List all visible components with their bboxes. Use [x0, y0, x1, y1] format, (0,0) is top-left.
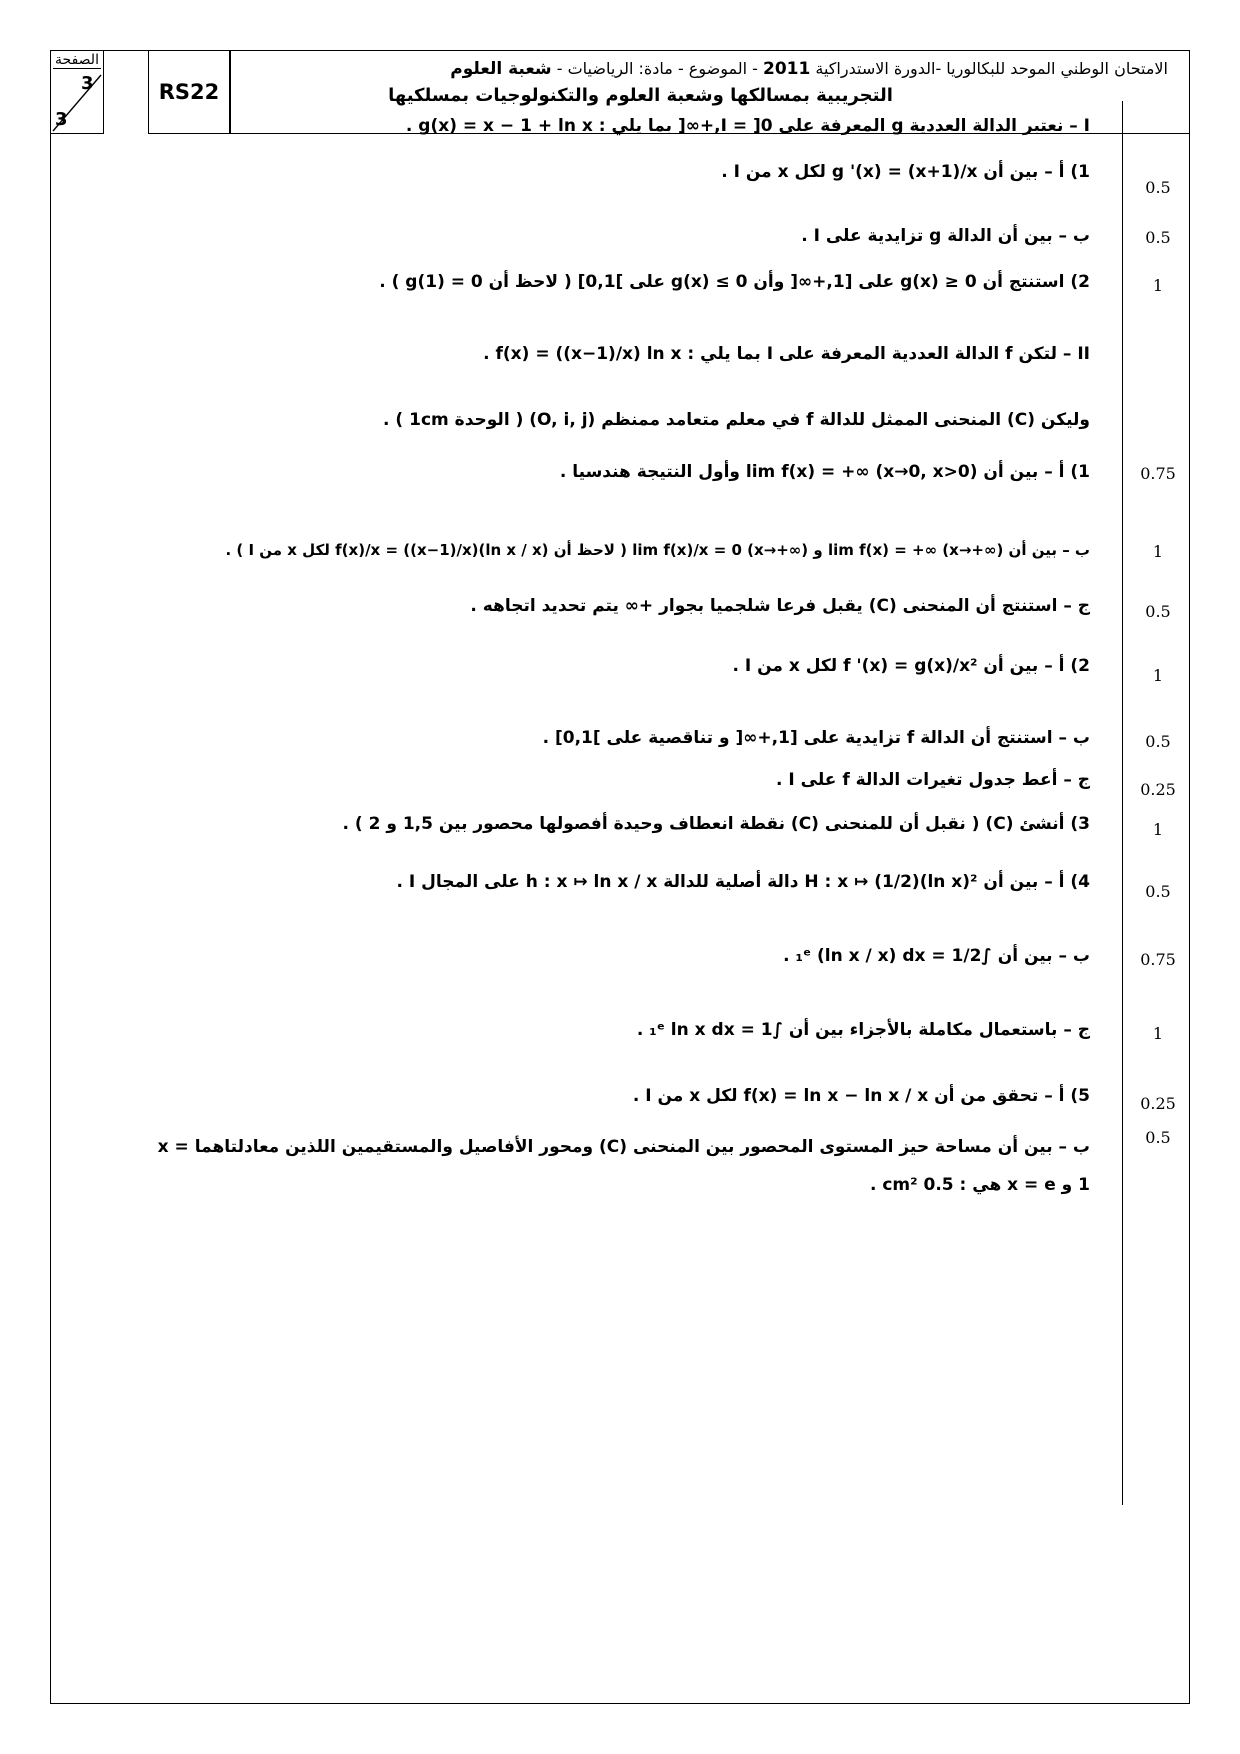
question-II-1a: [560, 462, 1090, 482]
question-text: II – لتكن f الدالة العددية المعرفة على I بما يلي : f(x) = ((x−1)/x) ln x .: [483, 344, 1090, 364]
title-year: 2011: [762, 59, 811, 79]
question-I-2: [379, 272, 1090, 292]
question-II-intro2: [383, 410, 1090, 430]
question-text: وليكن (C) المنحنى الممثل للدالة f في معلم متعامد ممنظم (O, i, j) ( الوحدة 1cm ) .: [383, 410, 1090, 430]
question-text: ج – باستعمال مكاملة بالأجزاء بين أن ∫₁ᵉ ln x dx = 1 .: [636, 1020, 1090, 1040]
page-current: 3: [81, 73, 94, 94]
points-II-5b: 0.5: [1145, 1128, 1171, 1147]
exam-code: RS22: [148, 50, 230, 134]
question-text: ب – بين أن lim f(x) = +∞ (x→+∞) و lim f(x)/x = 0 (x→+∞) ( لاحظ أن f(x)/x = ((x−1)/x)(ln x / x) لكل x من I ) .: [225, 541, 1090, 559]
question-text: ب – استنتج أن الدالة f تزايدية على [1,+∞[ و تناقصية على ]0,1] .: [542, 728, 1090, 748]
points-II-2b: 0.5: [1145, 732, 1171, 751]
question-text: 3) أنشئ (C) ( نقبل أن للمنحنى (C) نقطة انعطاف وحيدة أفصولها محصور بين 1,5 و 2 ) .: [342, 814, 1090, 834]
points-II-3: 1: [1152, 820, 1164, 839]
question-II-4b: [783, 946, 1090, 966]
question-text: 2) استنتج أن g(x) ≥ 0 على [1,+∞[ وأن g(x) ≤ 0 على ]0,1] ( لاحظ أن g(1) = 0 ) .: [379, 272, 1090, 292]
question-text: 2) أ – بين أن f '(x) = g(x)/x² لكل x من I .: [732, 656, 1090, 676]
question-text: 1) أ – بين أن g '(x) = (x+1)/x لكل x من I .: [721, 162, 1090, 182]
title-line-2: التجريبية بمسالكها وشعبة العلوم والتكنولوجيات بمسلكيها: [388, 85, 893, 106]
question-text: ب – بين أن ∫₁ᵉ (ln x / x) dx = 1/2 .: [783, 946, 1090, 966]
question-II-3: [342, 814, 1090, 834]
question-I-1b: [801, 226, 1090, 246]
question-II-intro: [483, 344, 1090, 364]
question-text: I – نعتبر الدالة العددية g المعرفة على I = ]0,+∞[ بما يلي : g(x) = x − 1 + ln x .: [405, 116, 1090, 136]
page-label: الصفحة: [53, 52, 101, 69]
question-text: ب – بين أن الدالة g تزايدية على I .: [801, 226, 1090, 246]
points-I-1a: 0.5: [1145, 178, 1171, 197]
question-text: ب – بين أن مساحة حيز المستوى المحصور بين المنحنى (C) ومحور الأفاصيل والمستقيمين اللذين معادلتاهما x = 1 و x = e هي : 0.5 cm² .: [157, 1137, 1090, 1195]
points-II-4b: 0.75: [1140, 950, 1176, 969]
question-II-5a: [633, 1086, 1090, 1106]
points-II-1b: 1: [1152, 542, 1164, 561]
question-II-2a: [732, 656, 1090, 676]
question-II-4c: [637, 1020, 1090, 1040]
points-column-divider: [1122, 101, 1123, 1505]
question-II-2b: [543, 728, 1090, 748]
points-II-1c: 0.5: [1145, 602, 1171, 621]
title-branch: شعبة العلوم: [450, 59, 552, 79]
page-total: 3: [55, 109, 68, 130]
question-I-1a: [721, 162, 1090, 182]
question-text: 4) أ – بين أن H : x ↦ (1/2)(ln x)² دالة أصلية للدالة h : x ↦ ln x / x على المجال I .: [396, 872, 1090, 892]
question-text: 1) أ – بين أن lim f(x) = +∞ (x→0, x>0) وأول النتيجة هندسيا .: [559, 462, 1090, 482]
points-I-1b: 0.5: [1145, 228, 1171, 247]
title-part-a: الامتحان الوطني الموحد للبكالوريا -الدورة الاستدراكية: [810, 59, 1168, 78]
points-II-5a: 0.25: [1140, 1094, 1176, 1113]
points-II-2a: 1: [1152, 666, 1164, 685]
points-II-1a: 0.75: [1140, 464, 1176, 483]
question-text: ج – استنتج أن المنحنى (C) يقبل فرعا شلجميا بجوار +∞ يتم تحديد اتجاهه .: [470, 596, 1090, 616]
question-I-intro: [406, 116, 1090, 136]
points-II-4a: 0.5: [1145, 882, 1171, 901]
page-number-box: [50, 50, 104, 134]
question-II-1c: [470, 596, 1090, 616]
question-II-4a: [397, 872, 1090, 892]
question-II-5b: [150, 1128, 1090, 1204]
question-II-1b: [225, 540, 1090, 560]
points-I-2: 1: [1152, 276, 1164, 295]
question-text: ج – أعط جدول تغيرات الدالة f على I .: [776, 770, 1090, 790]
question-II-2c: [776, 770, 1090, 790]
title-line-1: [450, 59, 1168, 79]
question-text: 5) أ – تحقق من أن f(x) = ln x − ln x / x لكل x من I .: [632, 1086, 1090, 1106]
points-II-4c: 1: [1152, 1024, 1164, 1043]
points-II-2c: 0.25: [1140, 780, 1176, 799]
title-part-b: - الموضوع - مادة: الرياضيات -: [551, 59, 763, 78]
